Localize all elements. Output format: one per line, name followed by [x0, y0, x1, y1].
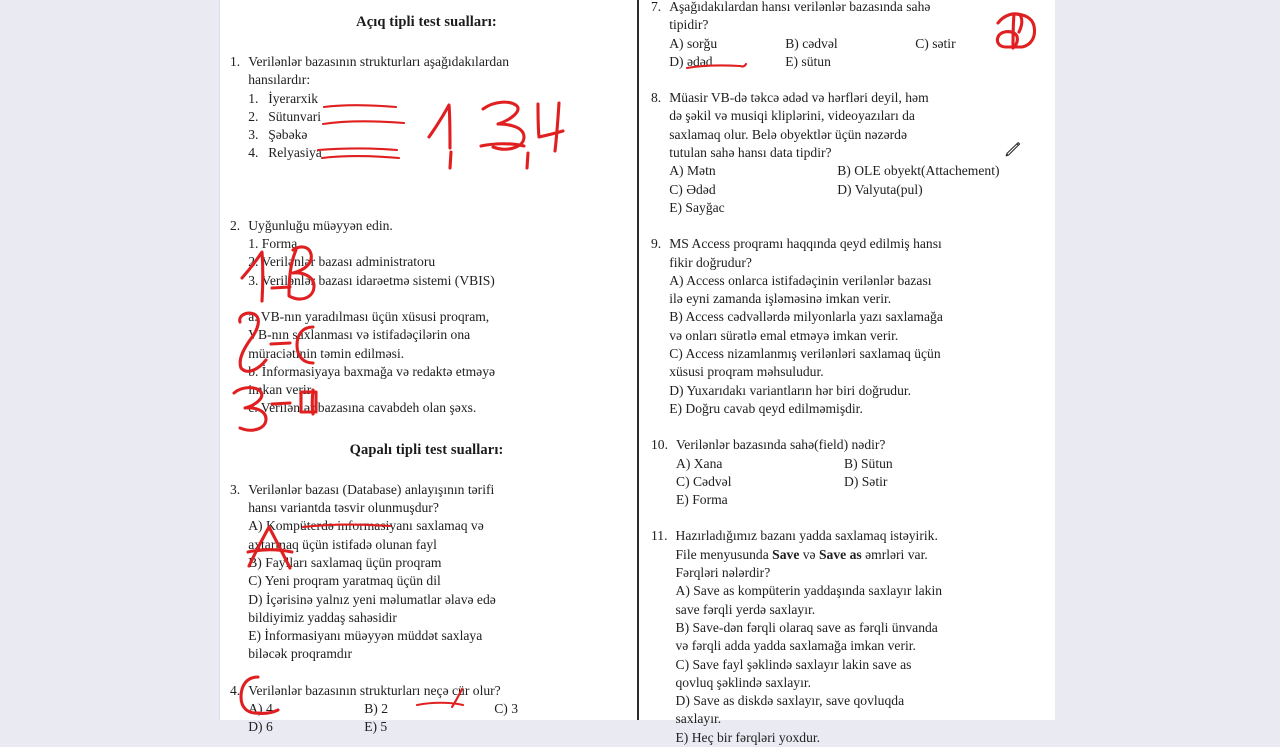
question-2-numbered-item: 1. Forma [248, 236, 298, 252]
question-4-number: 4. [230, 682, 241, 698]
question-11-option: saxlayır. [675, 711, 722, 727]
spacer [248, 290, 623, 308]
question-2-lettered-item: c. Verilənlər bazasına cavabdeh olan şəxs. [248, 400, 477, 416]
question-3-option: C) Yeni proqram yaratmaq üçün dil [248, 573, 441, 589]
question-8-option: A) Mətn [669, 163, 716, 179]
right-page-column [641, 0, 1055, 745]
question-7-option: B) cədvəl [785, 35, 838, 51]
question-4 [230, 682, 623, 737]
question-1-option [248, 108, 623, 126]
question-11-stem-line-3: Fərqləri nələrdir? [675, 565, 771, 581]
question-1-option [248, 126, 623, 144]
question-1-option-number: 1. [248, 90, 259, 106]
question-3-option: B) Faylları saxlamaq üçün proqram [248, 554, 442, 570]
question-11-option: E) Heç bir fərqləri yoxdur. [675, 729, 821, 745]
question-11-option: A) Save as kompüterin yaddaşında saxlayır lakin [675, 583, 943, 599]
question-7 [651, 0, 1043, 71]
question-7-option: D) ədəd [669, 53, 713, 69]
spacer [651, 509, 1043, 527]
question-9-option: A) Access onlarca istifadəçinin verilənlər bazası [669, 272, 932, 288]
question-1-body [248, 53, 623, 163]
question-4-stem: Verilənlər bazasının strukturları neçə cür olur? [248, 682, 501, 698]
question-2-lettered-item: imkan verir. [248, 382, 314, 398]
question-9-body [669, 235, 1043, 418]
question-4-option: E) 5 [364, 719, 388, 735]
question-8-stem-line: saxlamaq olur. Belə obyektlər üçün nəzərdə [669, 126, 908, 142]
question-11-body [676, 527, 1044, 747]
question-11-option: qovluq şəklində saxlayır. [675, 674, 812, 690]
question-11-stem-segment: əmrləri var. [861, 546, 928, 562]
question-11-option: save fərqli yerdə saxlayır. [675, 601, 816, 617]
question-8-options-row-1 [669, 162, 1043, 180]
question-2-lettered-item: b. İnformasiyaya baxmağa və redaktə etməyə [248, 363, 496, 379]
question-11-save-as-keyword: Save as [819, 546, 862, 562]
question-10-number: 10. [651, 437, 668, 453]
scanned-page [220, 0, 1055, 745]
heading-closed-type-questions: Qapalı tipli test sualları: [349, 441, 504, 458]
question-1-option-number: 3. [248, 127, 259, 143]
question-3-body [248, 481, 623, 664]
question-1-option [248, 144, 623, 162]
question-7-stem-line-1: Aşağıdakılardan hansı verilənlər bazasında sahə [669, 0, 931, 14]
question-9-option: B) Access cədvəllərdə milyonlarla yazı saxlamağa [669, 309, 943, 325]
question-3-option: biləcək proqramdır [248, 646, 353, 662]
question-10-option: A) Xana [676, 455, 723, 471]
question-7-option: E) sütun [785, 53, 831, 69]
question-8-stem-line: də şəkil və musiqi kliplərini, videoyazıları da [669, 108, 915, 124]
column-divider [637, 0, 639, 720]
question-8-option: C) Ədəd [669, 181, 716, 197]
question-9-option: və onları sürətlə emal etməyə imkan verir. [669, 327, 899, 343]
pencil-cursor [1002, 140, 1022, 160]
question-11-stem-line-1: Hazırladığımız bazanı yadda saxlamaq istəyirik. [675, 528, 938, 544]
question-1-option-text: Sütunvari [268, 108, 322, 124]
question-4-body [248, 682, 623, 737]
question-7-number: 7. [651, 0, 662, 14]
question-3-option: A) Kompüterdə informasiyanı saxlamaq və [248, 518, 484, 534]
question-2-numbered-item: 3. Verilənlər bazası idarəetmə sistemi (VBIS) [248, 272, 495, 288]
question-3-stem-line-1: Verilənlər bazası (Database) anlayışının tərifi [248, 481, 495, 497]
spacer [230, 418, 623, 442]
question-9 [651, 235, 1043, 418]
question-1-stem-line-2: hansılardır: [248, 72, 311, 88]
question-1-option-number: 4. [248, 145, 259, 161]
spacer [651, 71, 1043, 89]
spacer [230, 664, 623, 682]
question-10-body [676, 436, 1043, 509]
question-2-lettered-item: müraciətinin təmin edilməsi. [248, 345, 405, 361]
question-8-option: E) Sayğac [669, 199, 725, 215]
question-9-number: 9. [651, 236, 662, 252]
question-7-options-row-1 [669, 35, 1043, 53]
question-10-option: B) Sütun [844, 455, 893, 471]
question-8-stem-line: Müasir VB-də təkcə ədəd və hərfləri deyil, həm [669, 90, 929, 106]
question-2-stem: Uyğunluğu müəyyən edin. [248, 217, 393, 233]
question-3-option: D) İçərisinə yalnız yeni məlumatlar əlavə edə [248, 591, 496, 607]
question-10-option: D) Sətir [844, 473, 888, 489]
spacer [230, 189, 623, 217]
question-10-options-row-2 [676, 473, 1043, 491]
question-10-options-row-1 [676, 455, 1043, 473]
heading-open-type-questions: Açıq tipli test sualları: [356, 14, 497, 30]
question-7-option: C) sətir [915, 35, 956, 51]
spacer [230, 163, 623, 189]
question-9-stem-line-2: fikir doğrudur? [669, 254, 752, 270]
question-2-body [248, 217, 623, 418]
question-3 [230, 481, 623, 664]
question-8-stem-line: tutulan sahə hansı data tipdir? [669, 145, 832, 161]
question-9-option: ilə eyni zamanda işləməsinə imkan verir. [669, 291, 892, 307]
question-1-number: 1. [230, 54, 241, 69]
question-7-options-row-2 [669, 53, 1043, 71]
question-8-body [669, 89, 1043, 217]
question-10-option: C) Cədvəl [676, 473, 732, 489]
question-11-option: C) Save fayl şəklində saxlayır lakin save as [675, 656, 912, 672]
question-7-option: A) sorğu [669, 35, 718, 51]
question-3-stem-line-2: hansı variantda təsvir olunmuşdur? [248, 500, 439, 516]
question-11-save-keyword: Save [772, 546, 800, 562]
question-11-number: 11. [651, 528, 668, 544]
question-1-stem-line-1: Verilənlər bazasının strukturları aşağıdakılardan [248, 54, 510, 69]
question-11-stem-line-2 [676, 546, 1044, 564]
question-8-option: B) OLE obyekt(Attachement) [837, 163, 1000, 179]
question-3-option: E) İnformasiyanı müəyyən müddət saxlaya [248, 628, 483, 644]
question-10-option: E) Forma [676, 492, 728, 508]
question-11 [651, 527, 1043, 747]
question-2-number: 2. [230, 217, 241, 233]
question-2-lettered-item: a. VB-nın yaradılması üçün xüsusi proqram, [248, 308, 490, 324]
question-1-option-number: 2. [248, 108, 259, 124]
question-8-options-row-2 [669, 181, 1043, 199]
question-9-stem-line-1: MS Access proqramı haqqında qeyd edilmiş hansı [669, 236, 942, 252]
question-8 [651, 89, 1043, 217]
question-7-body [669, 0, 1043, 71]
question-1-option-text: Relyasiya [268, 145, 322, 161]
question-1-option [248, 90, 623, 108]
question-1 [230, 53, 623, 163]
question-9-option: C) Access nizamlanmış verilənləri saxlamaq üçün [669, 346, 941, 362]
question-11-option: və fərqli adda yadda saxlamağa imkan verir. [675, 638, 916, 654]
question-3-option: axtarmaq üçün istifadə olunan fayl [248, 536, 437, 552]
question-11-stem-segment: File menyusunda [675, 546, 773, 562]
question-1-option-text: İyerarxik [268, 90, 319, 106]
question-9-option: E) Doğru cavab qeyd edilməmişdir. [669, 400, 863, 416]
question-10-stem: Verilənlər bazasında sahə(field) nədir? [676, 437, 886, 453]
question-1-option-text: Şəbəkə [268, 127, 308, 143]
question-9-option: D) Yuxarıdakı variantların hər biri doğrudur. [669, 382, 912, 398]
question-4-options-row-1 [248, 700, 623, 718]
question-3-number: 3. [230, 481, 241, 497]
question-7-stem-line-2: tipidir? [669, 17, 709, 33]
question-10 [651, 436, 1043, 509]
question-2 [230, 217, 623, 418]
question-2-lettered-item: VB-nın saxlanması və istifadəçilərin ona [248, 327, 471, 343]
question-2-numbered-item: 2. Verilənlər bazası administratoru [248, 254, 436, 270]
question-8-number: 8. [651, 90, 662, 106]
question-1-option-list [248, 90, 623, 163]
question-11-option: D) Save as diskdə saxlayır, save qovluqda [675, 693, 905, 709]
question-4-option: A) 4 [248, 701, 273, 717]
question-9-option: xüsusi proqram məhsuludur. [669, 364, 824, 380]
question-8-option: D) Valyuta(pul) [837, 181, 923, 197]
question-4-option: C) 3 [494, 701, 518, 717]
question-11-stem-segment: və [799, 546, 819, 562]
question-4-option: B) 2 [364, 701, 388, 717]
question-11-option: B) Save-dən fərqli olaraq save as fərqli ünvanda [675, 619, 938, 635]
spacer [651, 418, 1043, 436]
question-3-option: bildiyimiz yaddaş sahəsidir [248, 609, 397, 625]
question-4-options-row-2 [248, 718, 623, 736]
left-page-column [220, 0, 637, 735]
spacer [651, 217, 1043, 235]
question-4-option: D) 6 [248, 719, 273, 735]
